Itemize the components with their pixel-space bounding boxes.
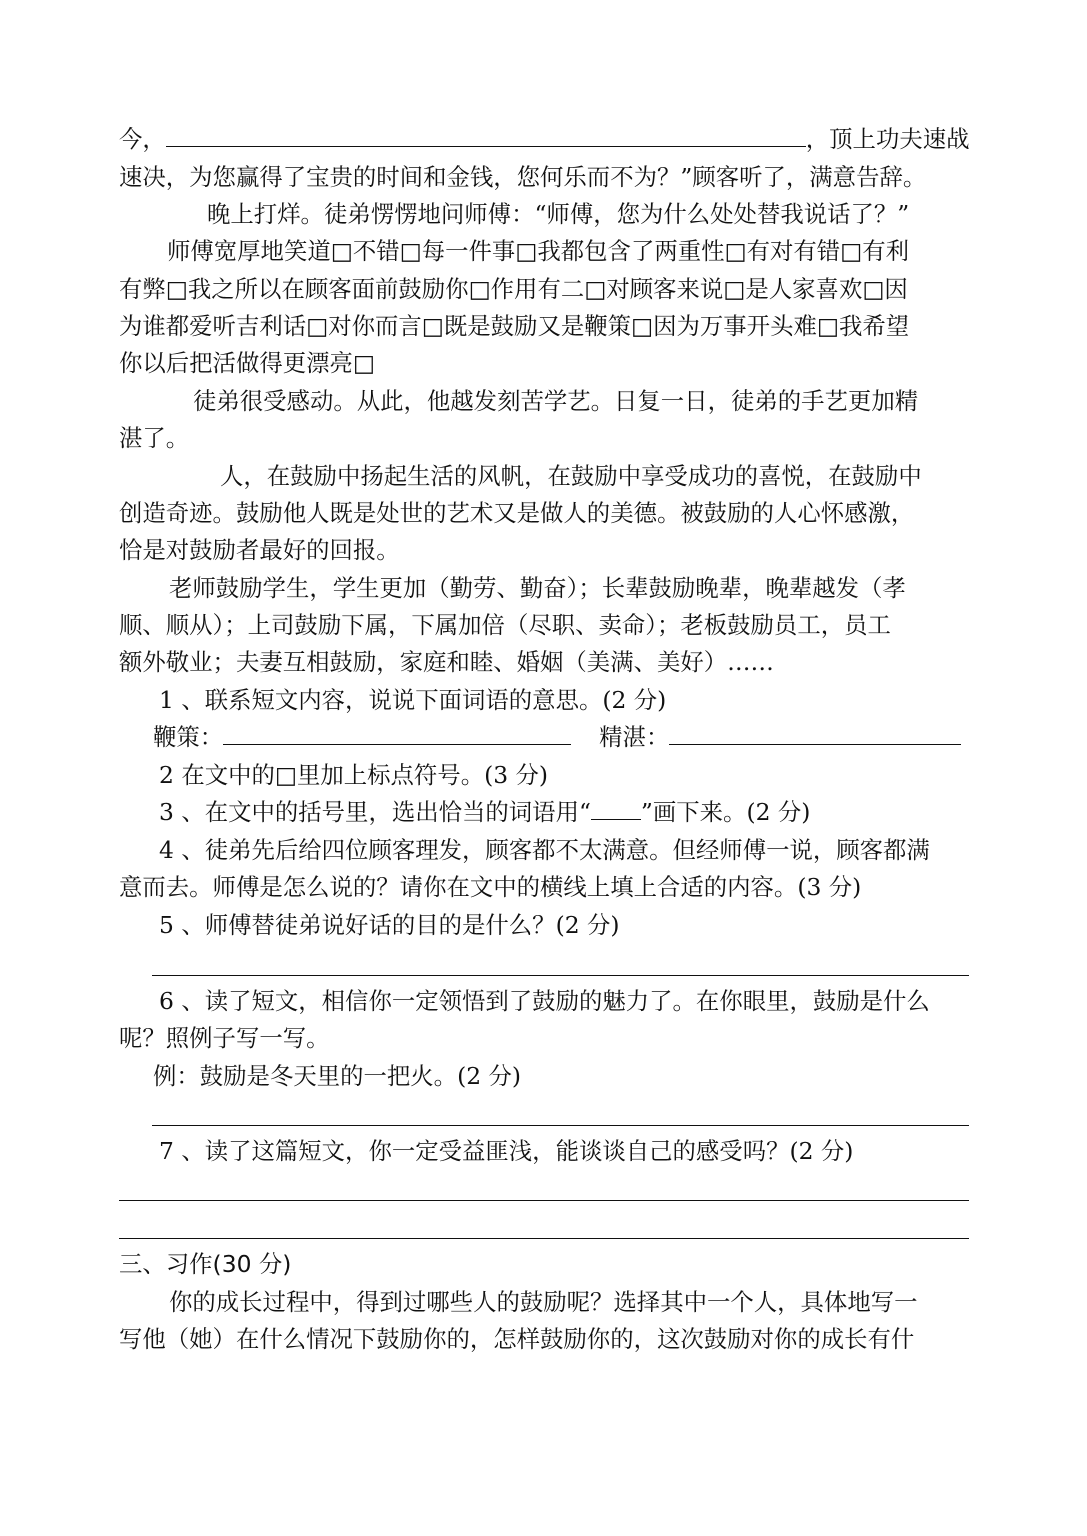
composition-heading: 三、习作(30 分) [119,1250,292,1278]
answer-line-q7-2[interactable] [119,1238,969,1239]
question-4-line-1: 4 、徒弟先后给四位顾客理发，顾客都不太满意。但经师傅一说，顾客都满 [159,836,930,864]
story-line-11: 创造奇迹。鼓励他人既是处世的艺术又是做人的美德。被鼓励的人心怀感激， [119,499,915,527]
question-1-words: 鞭策： 精湛： [153,722,961,752]
story-line-4: 师傅宽厚地笑道□不错□每一件事□我都包含了两重性□有对有错□有利 [167,237,910,265]
answer-line-q7-1[interactable] [119,1200,969,1201]
question-6-line-2: 呢？照例子写一写。 [119,1024,330,1052]
answer-blank-story[interactable] [166,124,806,147]
story-line-15: 额外敬业；夫妻互相鼓励，家庭和睦、婚姻（美满、美好）…… [119,648,774,676]
answer-line-q6[interactable] [152,1125,969,1126]
question-7: 7 、读了这篇短文，你一定受益匪浅，能谈谈自己的感受吗？(2 分) [159,1137,854,1165]
story-line-8: 徒弟很受感动。从此，他越发刻苦学艺。日复一日，徒弟的手艺更加精 [193,387,919,415]
story-line-3: 晚上打烊。徒弟愣愣地问师傅：“师傅，您为什么处处替我说话了？” [207,200,910,228]
story-line-13: 老师鼓励学生，学生更加（勤劳、勤奋）；长辈鼓励晚辈，晚辈越发（孝 [169,574,906,602]
story-line-6: 为谁都爱听吉利话□对你而言□既是鼓励又是鞭策□因为万事开头难□我希望 [119,312,910,340]
story-line-5: 有弊□我之所以在顾客面前鼓励你□作用有二□对顾客来说□是人家喜欢□因 [119,275,908,303]
answer-blank-jingZhan[interactable] [669,722,961,745]
question-5: 5 、师傅替徒弟说好话的目的是什么？(2 分) [159,911,620,939]
story-line-7: 你以后把活做得更漂亮□ [119,349,376,377]
question-6-line-1: 6 、读了短文，相信你一定领悟到了鼓励的魅力了。在你眼里，鼓励是什么 [159,987,930,1015]
question-1: 1 、联系短文内容，说说下面词语的意思。(2 分) [159,686,667,714]
story-line-9: 湛了。 [119,424,190,452]
story-line-10: 人，在鼓励中扬起生活的风帆，在鼓励中享受成功的喜悦，在鼓励中 [220,462,922,490]
composition-line-2: 写他（她）在什么情况下鼓励你的，怎样鼓励你的，这次鼓励对你的成长有什 [119,1325,915,1353]
story-line-12: 恰是对鼓励者最好的回报。 [119,536,400,564]
question-2: 2 在文中的□里加上标点符号。(3 分) [159,761,549,789]
story-line-1: 今， ，顶上功夫速战 [119,125,970,153]
story-line-14: 顺、顺从）；上司鼓励下属，下属加倍（尽职、卖命）；老板鼓励员工，员工 [119,611,891,639]
question-4-line-2: 意而去。师傅是怎么说的？请你在文中的横线上填上合适的内容。(3 分) [119,873,862,901]
question-3: 3 、在文中的括号里，选出恰当的词语用“ ”画下来。(2 分) [159,798,811,826]
question-6-example: 例：鼓励是冬天里的一把火。(2 分) [153,1062,522,1090]
story-line-2: 速决，为您赢得了宝贵的时间和金钱，您何乐而不为？”顾客听了，满意告辞。 [119,163,927,191]
underline-sample [591,797,641,820]
composition-line-1: 你的成长过程中，得到过哪些人的鼓励呢？选择其中一个人，具体地写一 [169,1288,918,1316]
answer-blank-bianCe[interactable] [223,722,571,745]
answer-line-q5[interactable] [152,975,969,976]
